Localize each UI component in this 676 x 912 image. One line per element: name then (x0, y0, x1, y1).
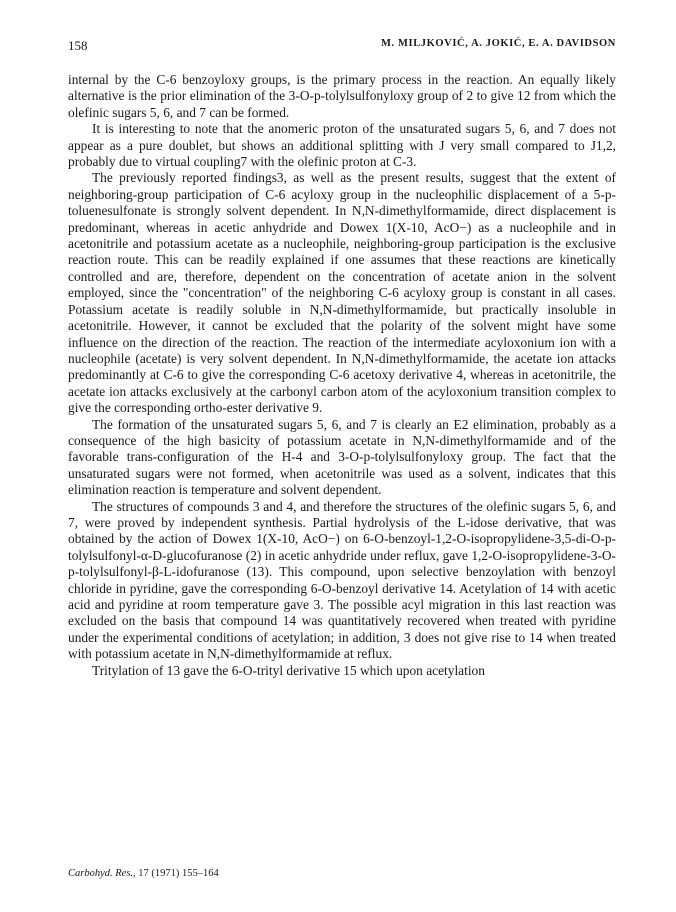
paragraph-4: The formation of the unsaturated sugars 5, 6, and 7 is clearly an E2 elimination, probably as a consequence of the high basicity of potassium acetate in N,N-dimethylformamide and of the favorable trans-configuration of the H-4 and 3-O-p-tolylsulfonyloxy group. The fact that the unsaturated sugars were not formed, when acetonitrile was used as a solvent, indicates that this elimination reaction is temperature and solvent dependent. (68, 416, 616, 498)
citation-footer (68, 868, 219, 879)
paragraph-6: Tritylation of 13 gave the 6-O-trityl derivative 15 which upon acetylation (92, 662, 485, 678)
journal-volume: 17 (1971) 155–164 (138, 868, 219, 879)
running-head-authors: M. MILJKOVIĆ, A. JOKIĆ, E. A. DAVIDSON (381, 38, 616, 49)
paragraph-5: The structures of compounds 3 and 4, and therefore the structures of the olefinic sugars 5, 6, and 7, were proved by independent synthesis. Partial hydrolysis of the L-idose derivative, that was obtained by the action of Dowex 1(X-10, AcO−) on 6-O-benzoyl-1,2-O-isopropylidene-3,5-di-O-p-tolylsulfonyl-α-D-glucofuranose (2) in acetic anhydride under reflux, gave 1,2-O-isopropylidene-3-O-p-tolylsulfonyl-β-L-idofuranose (13). This compound, upon selective benzoylation with benzoyl chloride in pyridine, gave the corresponding 6-O-benzoyl derivative 14. Acetylation of 14 with acetic acid and pyridine at room temperature gave 3. The possible acyl migration in this last reaction was excluded on the basis that compound 14 was quantitatively recovered when treated with pyridine under the experimental conditions of acetylation; in addition, 3 does not give rise to 14 when treated with potassium acetate in N,N-dimethylformamide at reflux. (68, 498, 616, 662)
article-body (68, 72, 616, 679)
running-header (68, 38, 616, 56)
paragraph-2: It is interesting to note that the anomeric proton of the unsaturated sugars 5, 6, and 7 does not appear as a pure doublet, but shows an additional splitting with J very small compared to J1,2, probably due to virtual coupling7 with the olefinic proton at C-3. (68, 121, 616, 170)
page-number: 158 (68, 38, 88, 53)
paragraph-3: The previously reported findings3, as well as the present results, suggest that the extent of neighboring-group participation of C-6 acyloxy group in the nucleophilic displacement of a 5-p-toluenesulfonate is strongly solvent dependent. In N,N-dimethylformamide, direct displacement is predominant, whereas in acetic anhydride and Dowex 1(X-10, AcO−) as a nucleophile and in acetonitrile and potassium acetate as a nucleophile, neighboring-group participation is the exclusive reaction route. This can be readily explained if one assumes that these reactions are kinetically controlled and are, therefore, dependent on the concentration of acetate anion in the solvent employed, since the "concentration" of the neighboring C-6 acyloxy group is constant in all cases. Potassium acetate is readily soluble in N,N-dimethylformamide, but practically insoluble in acetonitrile. However, it cannot be excluded that the polarity of the solvent might have some influence on the direction of the reaction. The reaction of the intermediate acyloxonium ion with a nucleophile (acetate) is very solvent dependent. In N,N-dimethylformamide, the acetate ion attacks predominantly at C-6 to give the corresponding C-6 acetoxy derivative 4, whereas in acetonitrile, the acetate ion attacks exclusively at the carbonyl carbon atom of the acyloxonium transition complex to give the corresponding ortho-ester derivative 9. (68, 170, 616, 416)
journal-name: Carbohyd. Res., (68, 868, 136, 879)
paragraph-1: internal by the C-6 benzoyloxy groups, is the primary process in the reaction. An equally likely alternative is the prior elimination of the 3-O-p-tolylsulfonyloxy group of 2 to give 12 from which the olefinic sugars 5, 6, and 7 can be formed. (68, 72, 616, 120)
